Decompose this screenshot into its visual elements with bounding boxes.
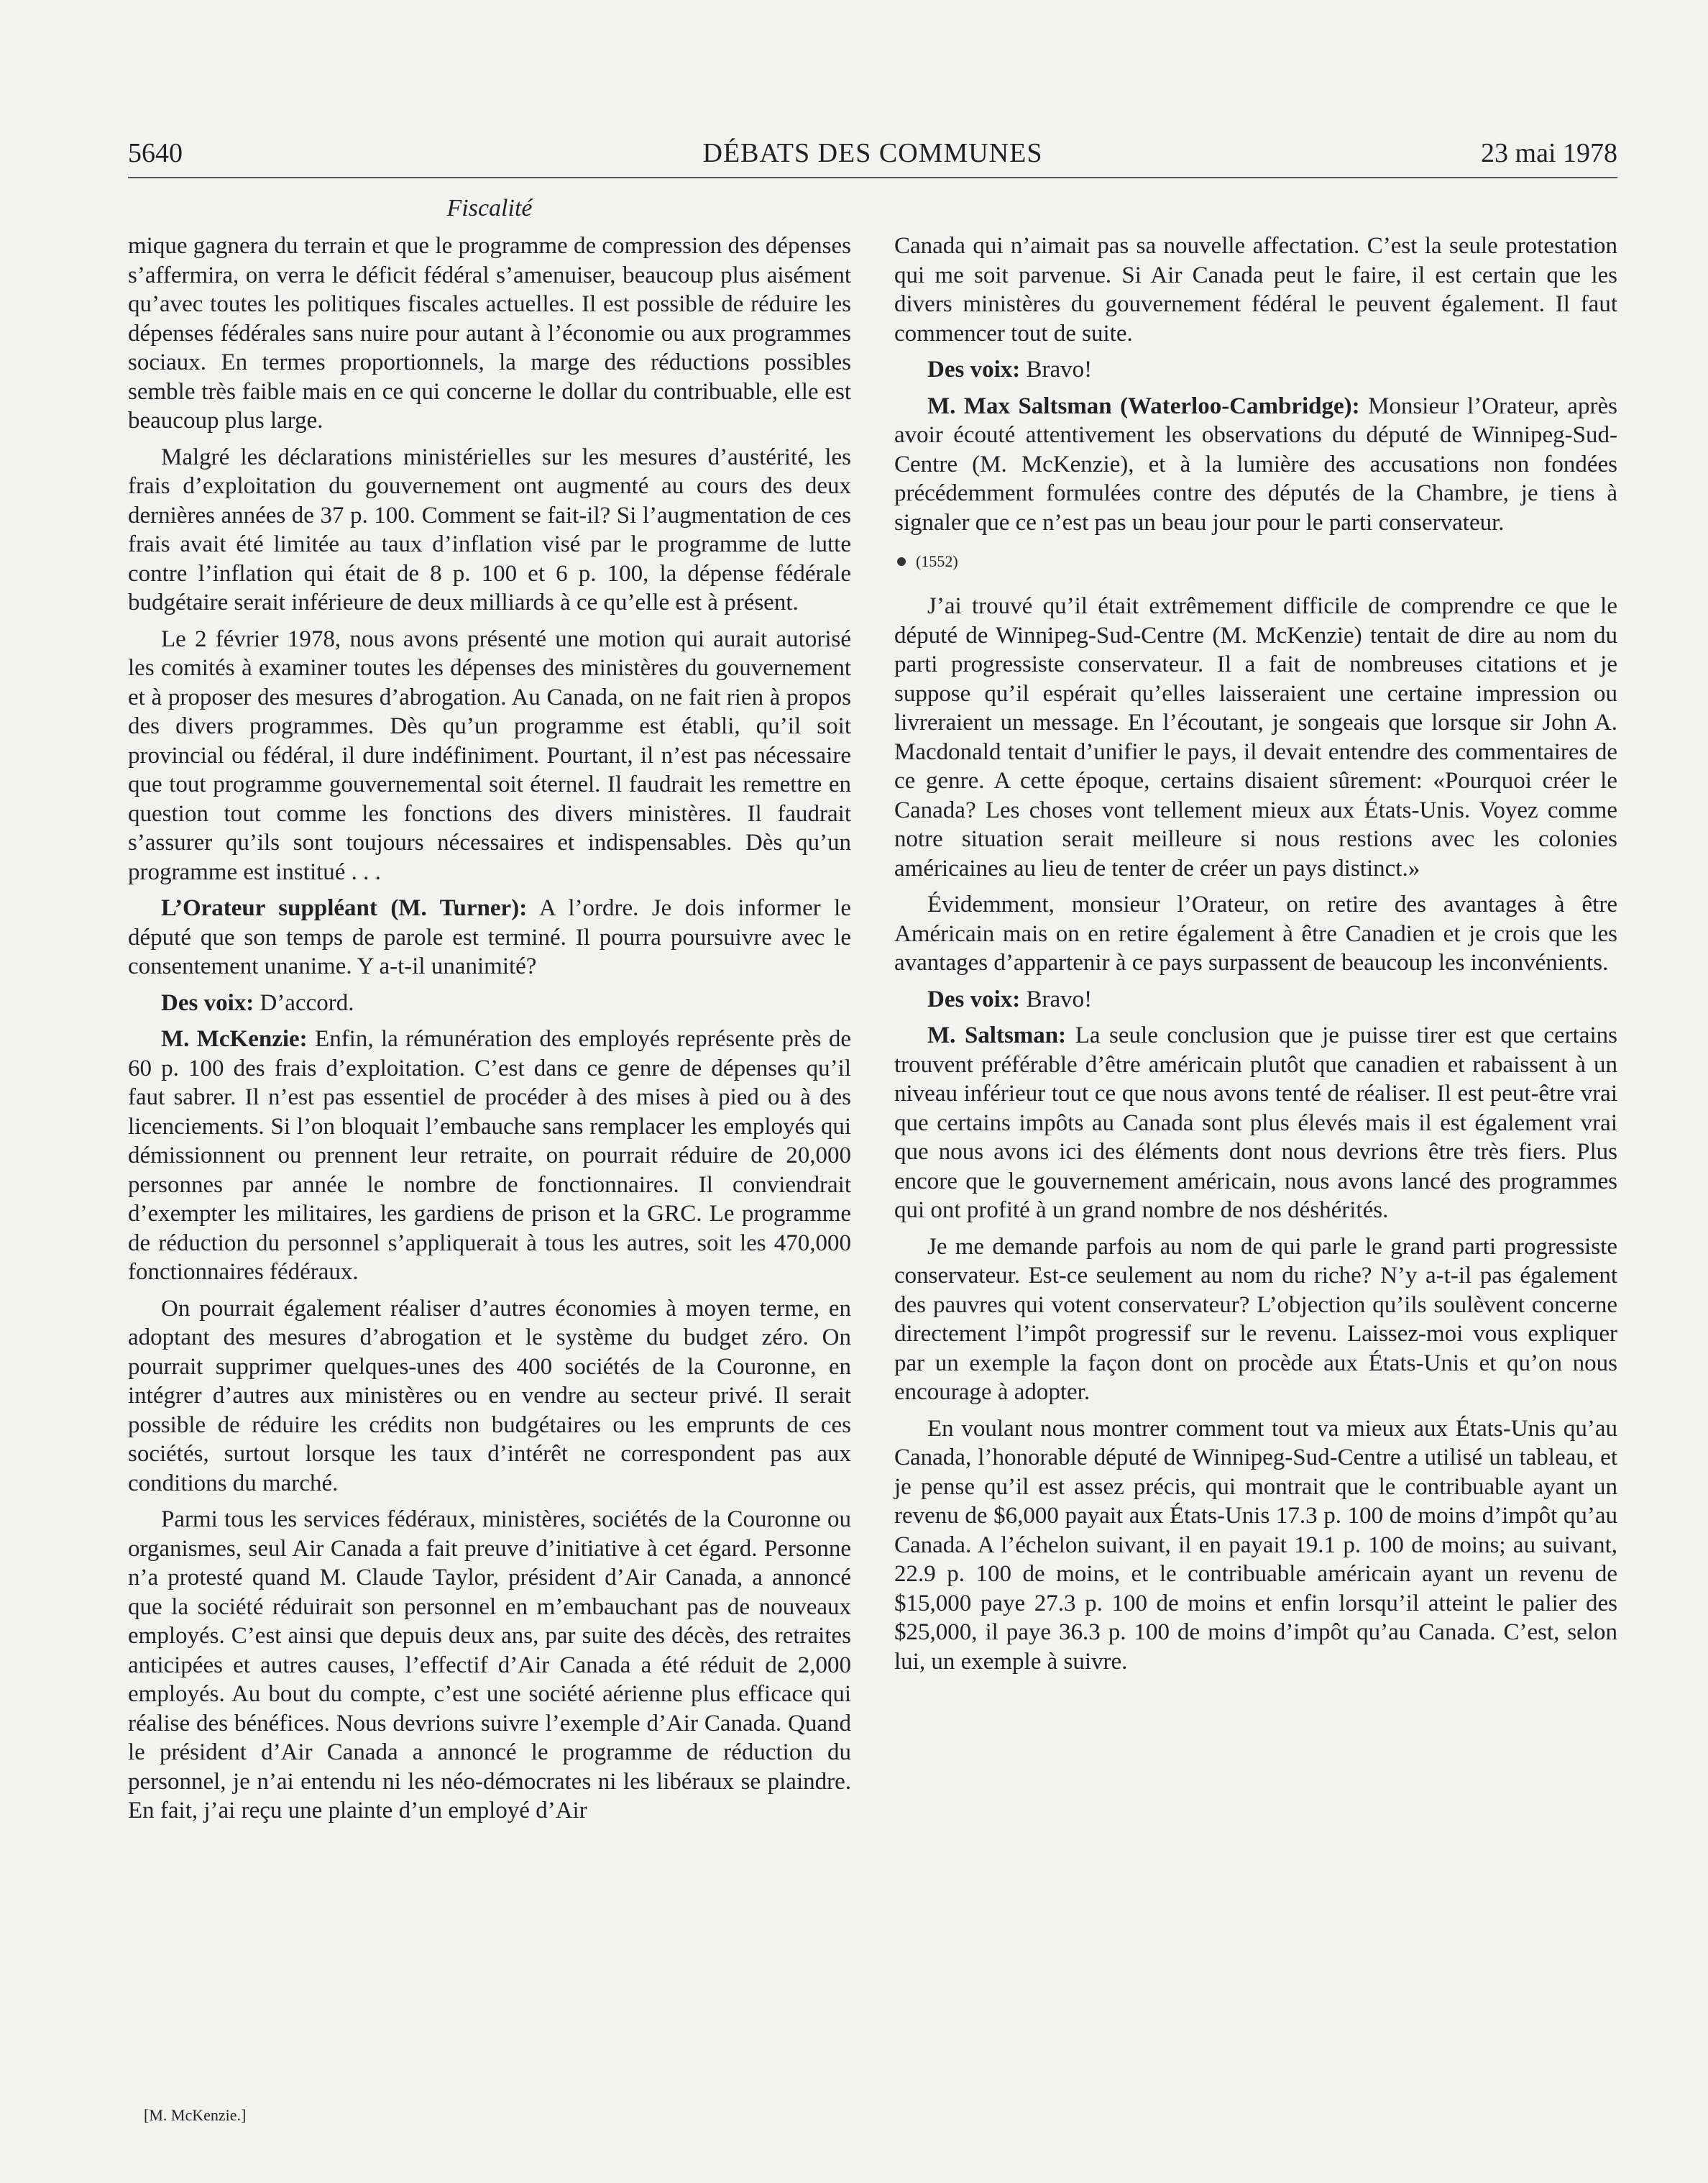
- paragraph: [128, 1505, 851, 1826]
- paragraph-text: Je me demande parfois au nom de qui parle le grand parti progressiste conservateur. Est-ce seulement au nom du riche? N’y a-t-il pas également des pauvres qui votent conservateur? L’objection qu’ils soulèvent concerne directement l’impôt progressif sur le revenu. Laissez-moi vous expliquer par un exemple la façon dont on procède aux États-Unis et qu’on nous encourage à adopter.: [894, 1233, 1617, 1405]
- paragraph-text: Bravo!: [1026, 357, 1093, 383]
- timestamp-marker: [894, 547, 1617, 576]
- page-header: [128, 135, 1617, 178]
- paragraph: [894, 890, 1617, 978]
- paragraph: [128, 443, 851, 618]
- right-column-part-1: [894, 232, 1617, 537]
- bullet-icon: [897, 557, 906, 566]
- paragraph-text: Enfin, la rémunération des employés représente près de 60 p. 100 des frais d’exploitation. C’est dans ce genre de dépenses qu’il faut sabrer. Il n’est pas essentiel de procéder à des mises à pied ou à des licenciements. Si l’on bloquait l’embauche sans remplacer les employés qui démissionnent ou prennent leur retraite, on pourrait réduire de 20,000 personnes par année le nombre de fonctionnaires. Il conviendrait d’exempter les militaires, les gardiens de prison et la GRC. Le programme de réduction du personnel s’appliquerait à tous les autres, soit les 470,000 fonctionnaires fédéraux.: [128, 1026, 851, 1285]
- speaker-name: M. Saltsman:: [927, 1022, 1067, 1048]
- paragraph: [894, 985, 1617, 1015]
- paragraph: [128, 625, 851, 887]
- paragraph-text: D’accord.: [260, 989, 354, 1016]
- paragraph: [128, 1025, 851, 1287]
- publication-date: 23 mai 1978: [1481, 138, 1617, 168]
- publication-title: DÉBATS DES COMMUNES: [702, 138, 1043, 168]
- paragraph-text: On pourrait également réaliser d’autres économies à moyen terme, en adoptant des mesures d’abrogation et le système du budget zéro. On pourrait supprimer quelques-unes des 400 sociétés de la Couronne, en intégrer d’autres aux ministères ou en vendre au secteur privé. Il serait possible de réduire les crédits non budgétaires ou les emprunts de ces sociétés, surtout lorsque les taux d’intérêt ne correspondent pas aux conditions du marché.: [128, 1295, 851, 1496]
- speaker-name: Des voix:: [927, 357, 1021, 383]
- paragraph-text: mique gagnera du terrain et que le programme de compression des dépenses s’affermira, on verra le déficit fédéral s’amenuiser, beaucoup plus aisément qu’avec toutes les politiques fiscales actuelles. Il est possible de réduire les dépenses fédérales sans nuire pour autant à l’économie ou aux programmes sociaux. En termes proportionnels, la marge des réductions possibles semble très faible mais en ce qui concerne le dollar du contribuable, elle est beaucoup plus large.: [128, 233, 851, 434]
- section-title: Fiscalité: [446, 195, 533, 221]
- right-column: [894, 232, 1617, 1683]
- paragraph: [894, 592, 1617, 883]
- paragraph: [128, 1294, 851, 1498]
- paragraph-text: Canada qui n’aimait pas sa nouvelle affectation. C’est la seule protestation qui me soit parvenue. Si Air Canada peut le faire, il est certain que les divers ministères du gouvernement fédéral le peuvent également. Il faut commencer tout de suite.: [894, 233, 1617, 347]
- speaker-name: Des voix:: [927, 986, 1021, 1012]
- speaker-name: M. McKenzie:: [161, 1026, 308, 1052]
- left-column: [128, 232, 851, 1833]
- speaker-name: Des voix:: [161, 989, 254, 1016]
- paragraph-text: J’ai trouvé qu’il était extrêmement difficile de comprendre ce que le député de Winnipeg-Sud-Centre (M. McKenzie) tentait de dire au nom du parti progressiste conservateur. Il a fait de nombreuses citations et je suppose qu’il espérait qu’elles laisseraient une certaine impression ou livreraient un message. En l’écoutant, je songeais que lorsque sir John A. Macdonald tentait d’unifier le pays, il devait entendre des commentaires de ce genre. A cette époque, certains disaient sûrement: «Pourquoi créer le Canada? Les choses vont tellement mieux aux États-Unis. Voyez comme notre situation serait meilleure si nous restions avec les colonies américaines au lieu de tenter de créer un pays distinct.»: [894, 593, 1617, 882]
- paragraph-text: Bravo!: [1026, 986, 1093, 1012]
- paragraph: [128, 894, 851, 981]
- paragraph-text: Monsieur l’Orateur, après avoir écouté attentivement les observations du député de Winnipeg-Sud-Centre (M. McKenzie), et à la lumière des accusations non fondées précédemment formulées contre des députés de la Chambre, je tiens à signaler que ce n’est pas un beau jour pour le parti conservateur.: [894, 393, 1617, 536]
- paragraph-text: Malgré les déclarations ministérielles sur les mesures d’austérité, les frais d’exploitation du gouvernement ont augmenté au cours des deux dernières années de 37 p. 100. Comment se fait-il? Si l’augmentation de ces frais avait été limitée au taux d’inflation visé par le programme de lutte contre l’inflation qui était de 8 p. 100 et 6 p. 100, la dépense fédérale budgétaire serait inférieure de deux milliards à ce qu’elle est à présent.: [128, 444, 851, 615]
- paragraph-text: Parmi tous les services fédéraux, ministères, sociétés de la Couronne ou organismes, seul Air Canada a fait preuve d’initiative à cet égard. Personne n’a protesté quand M. Claude Taylor, président d’Air Canada, a annoncé que la société réduirait son personnel en m’embauchant pas de nouveaux employés. C’est ainsi que depuis deux ans, par suite des décès, des retraites anticipées et autres causes, l’effectif d’Air Canada a été réduit de 2,000 employés. Au bout du compte, c’est une société aérienne plus efficace qui réalise des bénéfices. Nous devrions suivre l’exemple d’Air Canada. Quand le président d’Air Canada a annoncé le programme de réduction du personnel, je n’ai entendu ni les néo-démocrates ni les libéraux se plaindre. En fait, j’ai reçu une plainte d’un employé d’Air: [128, 1506, 851, 1823]
- paragraph: [894, 1232, 1617, 1407]
- paragraph-text: A l’ordre. Je dois informer le député que son temps de parole est terminé. Il pourra poursuivre avec le consentement unanime. Y a-t-il unanimité?: [128, 895, 851, 979]
- paragraph: [894, 392, 1617, 538]
- timestamp-text: (1552): [916, 552, 958, 570]
- speaker-name: L’Orateur suppléant (M. Turner):: [161, 895, 528, 921]
- paragraph: [128, 232, 851, 436]
- paragraph-text: En voulant nous montrer comment tout va mieux aux États-Unis qu’au Canada, l’honorable député de Winnipeg-Sud-Centre a utilisé un tableau, et je pense qu’il est assez précis, qui montrait que le contribuable ayant un revenu de $6,000 payait aux États-Unis 17.3 p. 100 de moins d’impôt qu’au Canada. A l’échelon suivant, il en payait 19.1 p. 100 de moins; au suivant, 22.9 p. 100 de moins, et le contribuable américain ayant un revenu de $15,000 paye 27.3 p. 100 de moins et enfin lorsqu’il atteint le palier des $25,000, il paye 36.3 p. 100 de moins d’impôt qu’au Canada. C’est, selon lui, un exemple à suivre.: [894, 1415, 1617, 1675]
- right-column-part-2: [894, 592, 1617, 1676]
- page-number: 5640: [128, 138, 183, 168]
- speaker-footnote: [M. McKenzie.]: [144, 2106, 247, 2124]
- paragraph: [894, 232, 1617, 348]
- paragraph-text: Le 2 février 1978, nous avons présenté une motion qui aurait autorisé les comités à examiner toutes les dépenses des ministères du gouvernement et à proposer des mesures d’abrogation. Au Canada, on ne fait rien à propos des divers programmes. Dès qu’un programme est établi, qu’il soit provincial ou fédéral, il dure indéfiniment. Pourtant, il n’est pas nécessaire que tout programme gouvernemental soit éternel. Il faudrait les remettre en question tout comme les fonctions des divers ministères. Il faudrait s’assurer qu’ils sont toujours nécessaires et indispensables. Dès qu’un programme est institué . . .: [128, 626, 851, 885]
- speaker-name: M. Max Saltsman (Waterloo-Cambridge):: [927, 393, 1360, 419]
- paragraph-text: La seule conclusion que je puisse tirer est que certains trouvent préférable d’être américain plutôt que canadien et rabaissent à un niveau inférieur tout ce que nous avons tenté de réaliser. Il est peut-être vrai que certains impôts au Canada sont plus élevés mais il est également vrai que nous avons ici des éléments dont nous devrions être très fiers. Plus encore que le gouvernement américain, nous avons lancé des programmes qui ont profité à un grand nombre de nos déshérités.: [894, 1022, 1618, 1223]
- paragraph: [894, 355, 1617, 385]
- paragraph: [894, 1414, 1617, 1677]
- paragraph-text: Évidemment, monsieur l’Orateur, on retire des avantages à être Américain mais on en retire également à être Canadien et je crois que les avantages d’appartenir à ce pays surpassent de beaucoup les inconvénients.: [894, 892, 1617, 976]
- paragraph: [894, 1021, 1617, 1225]
- paragraph: [128, 989, 851, 1018]
